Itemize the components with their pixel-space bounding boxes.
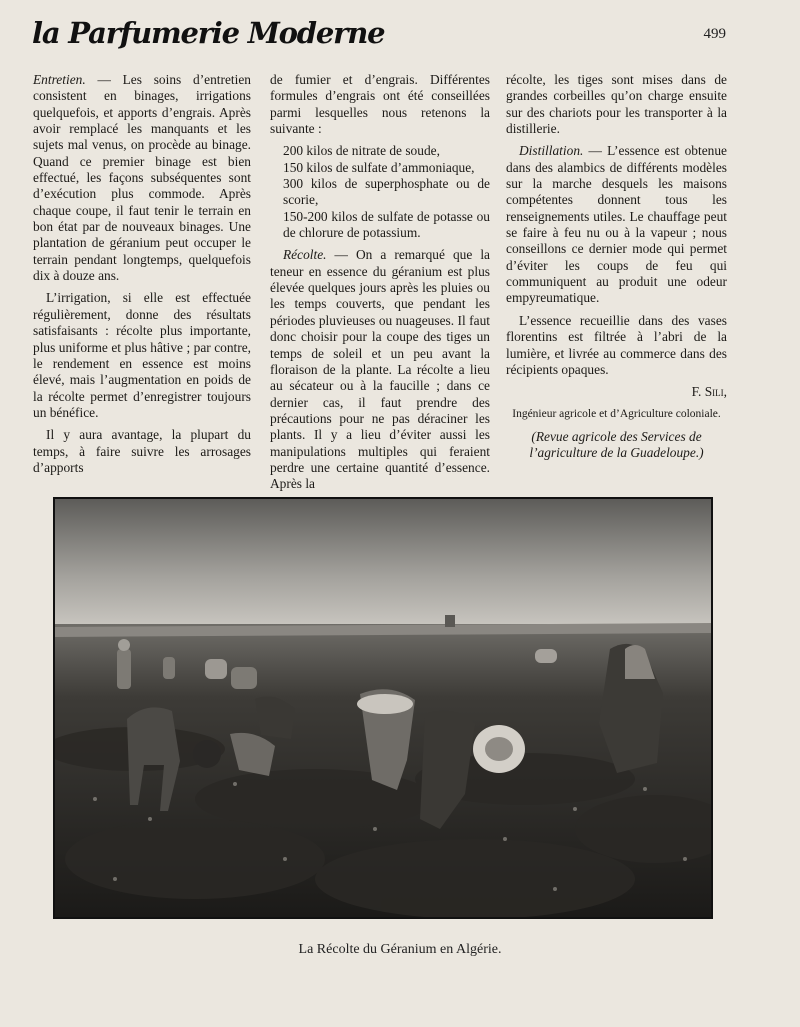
author-signature: F. Sili, (691, 384, 727, 400)
figure-caption: La Récolte du Géranium en Algérie. (298, 942, 502, 957)
paragraph-engrais: de fumier et d’engrais. Différentes formules d’engrais ont été conseillées parmi lesquelles nous retenons la suivante : (270, 72, 490, 137)
formula-line: 150-200 kilos de sulfate de potasse ou de chlorure de potassium. (283, 208, 490, 241)
paragraph-text: — On a remarqué que la teneur en essence du géranium est plus élevée quelques jours après les pluies ou les temps couverts, que pendant les périodes pluvieuses ou nuageuses. Il faut donc choisir pour la coupe des tiges un temps de soleil et un peu avant la floraison de la plante. La récolte a lieu au sécateur ou à la faucille ; dans ce dernier cas, il faut prendre des précautions pour ne pas déraciner les plants. Il y a lieu d’éviter aussi les manipulations multiples qui feraient perdre une certaine quantité d’essence. Après la (270, 247, 490, 492)
section-lead-entretien: Entretien. (33, 72, 86, 87)
paragraph-entretien (33, 72, 251, 284)
text-column-2 (270, 72, 490, 499)
source-citation: (Revue agricole des Services de l’agriculture de la Guadeloupe.) (529, 428, 704, 460)
paragraph-text: — Les soins d’entretien consistent en binages, irrigations quelquefois, et apports d’engrais. Après avoir remplacé les manquants et les sujets mal venus, on procède au binage. Quand ce premier binage est bien effectué, les façons subséquentes sont d’exécution plus commode. Après chaque coupe, il faut tenir le terrain en bon état par de nouveaux binages. Une plantation de géranium peut occuper le terrain pendant longtemps, quelquefois dix à douze ans. (33, 72, 251, 284)
text-column-1 (33, 72, 251, 482)
paragraph-essence: L’essence recueillie dans des vases florentins est filtrée à l’abri de la lumière, et livrée au commerce dans des récipients opaques. (506, 312, 727, 377)
fertilizer-formula (283, 143, 490, 241)
paragraph-irrigation: L’irrigation, si elle est effectuée régulièrement, donne des résultats satisfaisants : récolte plus importante, plus uniforme et plus hâtive ; par contre, le rendement en essence est moins élevé, mais l’augmentation en poids de la récolte permet d’enregistrer toujours un bénéfice. (33, 290, 251, 420)
section-lead-recolte: Récolte. (283, 247, 327, 263)
section-lead-distillation: Distillation. (519, 143, 584, 159)
paragraph-distillation (506, 143, 727, 306)
formula-line: 150 kilos de sulfate d’ammoniaque, (283, 159, 475, 175)
text-column-3 (506, 72, 727, 467)
harvest-photograph (53, 497, 713, 919)
author-title: Ingénieur agricole et d’Agriculture coloniale. (512, 407, 721, 420)
paragraph-recolte (270, 247, 490, 492)
page-number: 499 (703, 26, 726, 42)
formula-line: 300 kilos de superphosphate ou de scorie, (283, 176, 490, 208)
journal-title: la Parfumerie Moderne (32, 16, 385, 50)
paragraph-transport: récolte, les tiges sont mises dans de grandes corbeilles qu’on charge ensuite sur des chariots pour les transporter à la distillerie. (506, 72, 727, 137)
paragraph-text: — L’essence est obtenue dans des alambics de différents modèles sur la marche desquels les maisons compétentes donnent tous les renseignements utiles. Le chauffage peut se faire à feu nu ou à la vapeur ; nous conseillons ce dernier mode qui permet d’éviter les coups de feu qui communiquent au produit une odeur empyreumatique. (506, 143, 727, 306)
formula-line: 200 kilos de nitrate de soude, (283, 143, 440, 159)
photo-illustration (55, 499, 711, 917)
paragraph-arrosages: Il y aura avantage, la plupart du temps, à faire suivre les arrosages d’apports (33, 427, 251, 475)
